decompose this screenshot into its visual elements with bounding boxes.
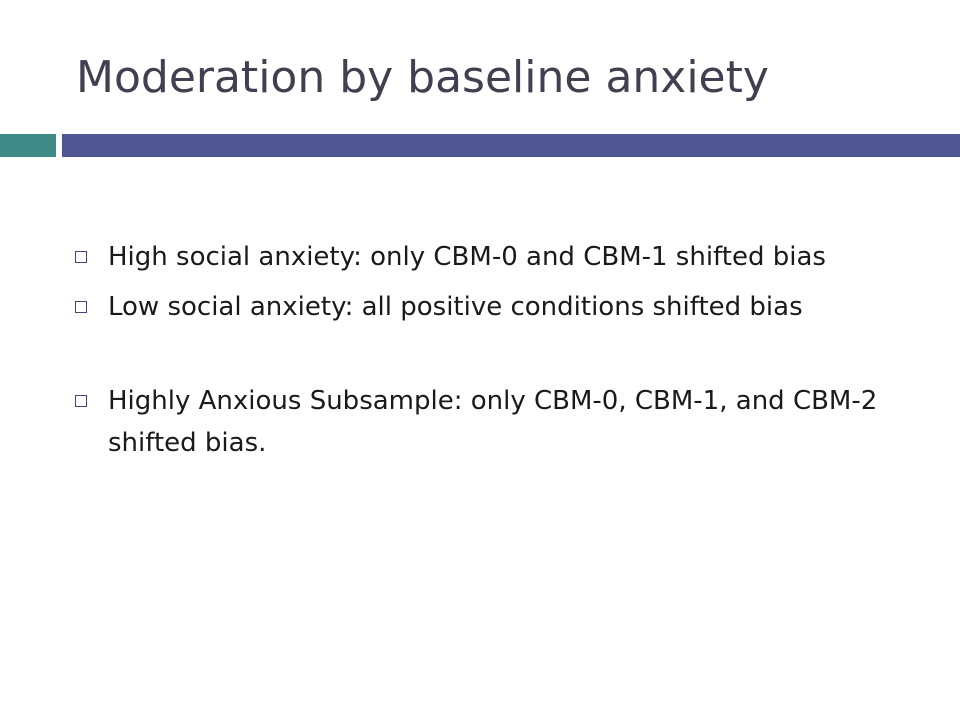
bullet-text: High social anxiety: only CBM-0 and CBM-1 shifted bias (108, 242, 826, 272)
bullet-list (72, 236, 892, 464)
bullet-text: Low social anxiety: all positive conditions shifted bias (108, 292, 803, 322)
bullet-item (72, 380, 892, 464)
title-accent-bar-left (0, 134, 56, 157)
title-accent-bar-right (62, 134, 960, 157)
bullet-text: Highly Anxious Subsample: only CBM-0, CBM-1, and CBM-2 shifted bias. (108, 386, 878, 458)
bullet-item (72, 236, 892, 278)
square-bullet-icon (75, 395, 87, 407)
square-bullet-icon (75, 251, 87, 263)
square-bullet-icon (75, 301, 87, 313)
bullet-item (72, 286, 892, 328)
slide-title: Moderation by baseline anxiety (76, 52, 769, 103)
